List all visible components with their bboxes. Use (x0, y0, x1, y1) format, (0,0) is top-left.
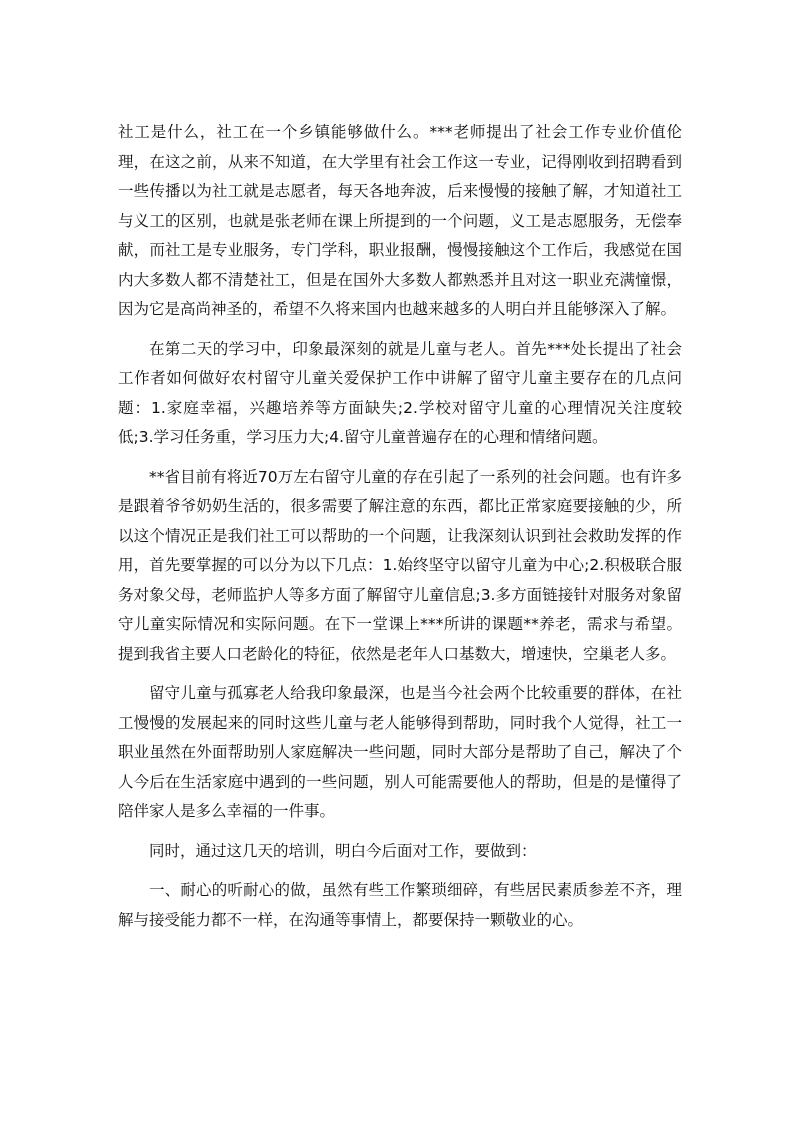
paragraph-2: 在第二天的学习中，印象最深刻的就是儿童与老人。首先***处长提出了社会工作者如何做好农村留守儿童关爱保护工作中讲解了留守儿童主要存在的几点问题：1.家庭幸福，兴趣培养等方面缺失;2.学校对留守儿童的心理情况关注度较低;3.学习任务重，学习压力大;4.留守儿童普遍存在的心理和情绪问题。 (118, 339, 682, 446)
document-body (118, 118, 682, 945)
paragraph-3: **省目前有将近70万左右留守儿童的存在引起了一系列的社会问题。也有许多是跟着爷爷奶奶生活的，很多需要了解注意的东西，都比正常家庭要接触的少，所以这个情况正是我们社工可以帮助的一个问题，让我深刻认识到社会救助发挥的作用，首先要掌握的可以分为以下几点：1.始终坚守以留守儿童为中心;2.积极联合服务对象父母，老师监护人等多方面了解留守儿童信息;3.多方面链接针对服务对象留守儿童实际情况和实际问题。在下一堂课上***所讲的课题**养老，需求与希望。提到我省主要人口老龄化的特征，依然是老年人口基数大，增速快，空巢老人多。 (118, 467, 682, 663)
paragraph-1: 社工是什么，社工在一个乡镇能够做什么。***老师提出了社会工作专业价值伦理，在这之前，从来不知道，在大学里有社会工作这一专业，记得刚收到招聘看到一些传播以为社工就是志愿者，每天各地奔波，后来慢慢的接触了解，才知道社工与义工的区别，也就是张老师在课上所提到的一个问题，义工是志愿服务，无偿奉献，而社工是专业服务，专门学科，职业报酬，慢慢接触这个工作后，我感觉在国内大多数人都不清楚社工，但是在国外大多数人都熟悉并且对这一职业充满憧憬，因为它是高尚神圣的，希望不久将来国内也越来越多的人明白并且能够深入了解。 (118, 123, 682, 318)
paragraph-5: 同时，通过这几天的培训，明白今后面对工作，要做到： (149, 841, 537, 860)
paragraph-6: 一、耐心的听耐心的做，虽然有些工作繁琐细碎，有些居民素质参差不齐，理解与接受能力都不一样，在沟通等事情上，都要保持一颗敬业的心。 (118, 881, 682, 929)
paragraph-4: 留守儿童与孤寡老人给我印象最深，也是当今社会两个比较重要的群体，在社工慢慢的发展起来的同时这些儿童与老人能够得到帮助，同时我个人觉得，社工一职业虽然在外面帮助别人家庭解决一些问题，同时大部分是帮助了自己，解决了个人今后在生活家庭中遇到的一些问题，别人可能需要他人的帮助，但是的是懂得了陪伴家人是多么幸福的一件事。 (118, 684, 682, 820)
